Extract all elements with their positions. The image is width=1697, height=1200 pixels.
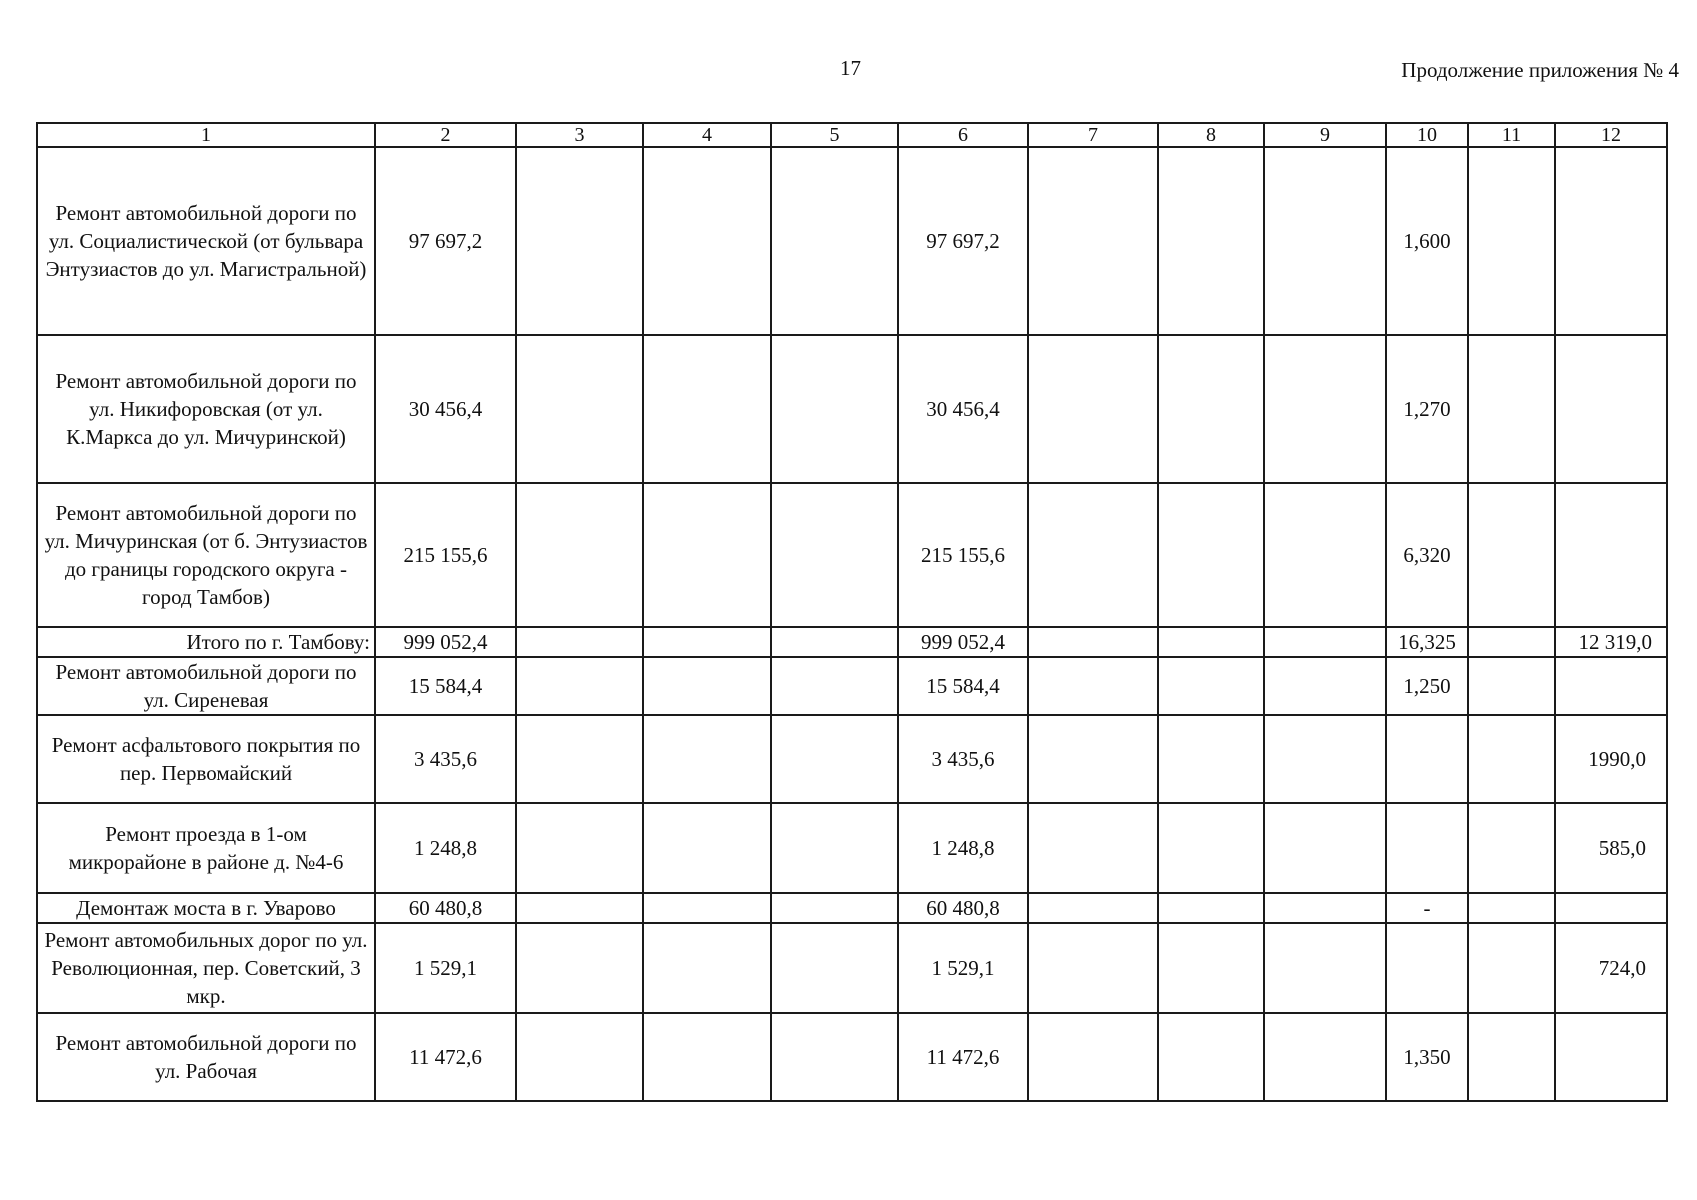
page-caption: Продолжение приложения № 4: [1401, 58, 1679, 82]
col6-cell: 3 435,6: [898, 715, 1028, 803]
col2-cell: 60 480,8: [375, 893, 516, 923]
empty-cell: [1468, 147, 1555, 335]
col6-cell: 1 529,1: [898, 923, 1028, 1013]
empty-cell: [1028, 715, 1158, 803]
road-name-cell: Ремонт проезда в 1-ом микрорайоне в районе д. №4-6: [37, 803, 375, 893]
empty-cell: [1264, 1013, 1386, 1101]
empty-cell: [643, 335, 771, 483]
road-name-cell: Ремонт автомобильной дороги по ул. Никифоровская (от ул. К.Маркса до ул. Мичуринской): [37, 335, 375, 483]
table-row: [37, 803, 1667, 893]
empty-cell: [1158, 715, 1264, 803]
empty-cell: [1158, 657, 1264, 715]
col12-cell: 1990,0: [1555, 715, 1667, 803]
empty-cell: [771, 335, 898, 483]
col10-cell: 16,325: [1386, 627, 1468, 657]
empty-cell: [1028, 483, 1158, 627]
empty-cell: [771, 147, 898, 335]
empty-cell: [643, 483, 771, 627]
empty-cell: [771, 627, 898, 657]
table-row: [37, 923, 1667, 1013]
empty-cell: [1158, 893, 1264, 923]
empty-cell: [1264, 147, 1386, 335]
col2-cell: 1 248,8: [375, 803, 516, 893]
empty-cell: [643, 893, 771, 923]
empty-cell: [1158, 335, 1264, 483]
empty-cell: [1264, 657, 1386, 715]
col12-cell: [1555, 893, 1667, 923]
col12-cell: 12 319,0: [1555, 627, 1667, 657]
empty-cell: [1468, 657, 1555, 715]
empty-cell: [1468, 803, 1555, 893]
empty-cell: [1264, 923, 1386, 1013]
total-label: Итого по г. Тамбову:: [37, 627, 375, 657]
empty-cell: [1468, 483, 1555, 627]
empty-cell: [1028, 627, 1158, 657]
empty-cell: [1468, 1013, 1555, 1101]
col6-cell: 97 697,2: [898, 147, 1028, 335]
empty-cell: [1264, 483, 1386, 627]
empty-cell: [516, 483, 643, 627]
empty-cell: [643, 147, 771, 335]
empty-cell: [1028, 803, 1158, 893]
empty-cell: [771, 715, 898, 803]
col10-cell: 1,350: [1386, 1013, 1468, 1101]
col6-cell: 60 480,8: [898, 893, 1028, 923]
col12-cell: 724,0: [1555, 923, 1667, 1013]
col6-cell: 999 052,4: [898, 627, 1028, 657]
col10-cell: -: [1386, 893, 1468, 923]
empty-cell: [516, 627, 643, 657]
empty-cell: [1028, 335, 1158, 483]
col12-cell: [1555, 483, 1667, 627]
empty-cell: [643, 1013, 771, 1101]
col12-cell: [1555, 1013, 1667, 1101]
empty-cell: [643, 657, 771, 715]
col10-cell: 1,250: [1386, 657, 1468, 715]
empty-cell: [516, 147, 643, 335]
data-table: [36, 122, 1668, 1102]
empty-cell: [516, 803, 643, 893]
empty-cell: [516, 893, 643, 923]
col12-cell: [1555, 657, 1667, 715]
col2-cell: 999 052,4: [375, 627, 516, 657]
empty-cell: [1468, 627, 1555, 657]
empty-cell: [1468, 335, 1555, 483]
empty-cell: [516, 923, 643, 1013]
empty-cell: [1158, 803, 1264, 893]
empty-cell: [516, 715, 643, 803]
table-row: [37, 483, 1667, 627]
column-number: 5: [771, 123, 898, 147]
column-number: 6: [898, 123, 1028, 147]
total-row: [37, 627, 1667, 657]
col10-cell: 6,320: [1386, 483, 1468, 627]
col2-cell: 30 456,4: [375, 335, 516, 483]
empty-cell: [1158, 1013, 1264, 1101]
empty-cell: [516, 335, 643, 483]
table-row: [37, 147, 1667, 335]
table-row: [37, 1013, 1667, 1101]
empty-cell: [771, 657, 898, 715]
empty-cell: [1028, 657, 1158, 715]
col12-cell: [1555, 147, 1667, 335]
empty-cell: [1158, 147, 1264, 335]
road-name-cell: Ремонт автомобильной дороги по ул. Рабочая: [37, 1013, 375, 1101]
empty-cell: [1468, 893, 1555, 923]
col2-cell: 11 472,6: [375, 1013, 516, 1101]
empty-cell: [1264, 803, 1386, 893]
page-number: 17: [840, 56, 861, 80]
table-row: [37, 715, 1667, 803]
col12-cell: [1555, 335, 1667, 483]
empty-cell: [1028, 1013, 1158, 1101]
col10-cell: [1386, 923, 1468, 1013]
empty-cell: [1264, 335, 1386, 483]
column-number-row: [37, 123, 1667, 147]
col6-cell: 11 472,6: [898, 1013, 1028, 1101]
col2-cell: 215 155,6: [375, 483, 516, 627]
empty-cell: [771, 1013, 898, 1101]
col10-cell: [1386, 803, 1468, 893]
empty-cell: [1028, 923, 1158, 1013]
road-name-cell: Ремонт автомобильной дороги по ул. Социалистической (от бульвара Энтузиастов до ул. Магистральной): [37, 147, 375, 335]
empty-cell: [1158, 483, 1264, 627]
col2-cell: 1 529,1: [375, 923, 516, 1013]
empty-cell: [1468, 715, 1555, 803]
empty-cell: [771, 483, 898, 627]
empty-cell: [1264, 715, 1386, 803]
col10-cell: [1386, 715, 1468, 803]
col2-cell: 15 584,4: [375, 657, 516, 715]
col6-cell: 1 248,8: [898, 803, 1028, 893]
table-row: [37, 335, 1667, 483]
empty-cell: [516, 1013, 643, 1101]
col12-cell: 585,0: [1555, 803, 1667, 893]
col6-cell: 15 584,4: [898, 657, 1028, 715]
road-name-cell: Ремонт автомобильной дороги по ул. Мичуринская (от б. Энтузиастов до границы городского округа - город Тамбов): [37, 483, 375, 627]
col10-cell: 1,600: [1386, 147, 1468, 335]
column-number: 1: [37, 123, 375, 147]
column-number: 2: [375, 123, 516, 147]
road-name-cell: Демонтаж моста в г. Уварово: [37, 893, 375, 923]
column-number: 9: [1264, 123, 1386, 147]
column-number: 12: [1555, 123, 1667, 147]
empty-cell: [643, 627, 771, 657]
column-number: 10: [1386, 123, 1468, 147]
empty-cell: [771, 893, 898, 923]
empty-cell: [1158, 923, 1264, 1013]
table-row: [37, 893, 1667, 923]
empty-cell: [643, 715, 771, 803]
column-number: 3: [516, 123, 643, 147]
empty-cell: [1468, 923, 1555, 1013]
col10-cell: 1,270: [1386, 335, 1468, 483]
empty-cell: [1264, 627, 1386, 657]
column-number: 7: [1028, 123, 1158, 147]
col2-cell: 97 697,2: [375, 147, 516, 335]
column-number: 8: [1158, 123, 1264, 147]
road-name-cell: Ремонт автомобильной дороги по ул. Сиреневая: [37, 657, 375, 715]
empty-cell: [643, 923, 771, 1013]
empty-cell: [1158, 627, 1264, 657]
table-row: [37, 657, 1667, 715]
column-number: 11: [1468, 123, 1555, 147]
empty-cell: [1028, 147, 1158, 335]
road-name-cell: Ремонт автомобильных дорог по ул. Революционная, пер. Советский, 3 мкр.: [37, 923, 375, 1013]
road-name-cell: Ремонт асфальтового покрытия по пер. Первомайский: [37, 715, 375, 803]
col6-cell: 30 456,4: [898, 335, 1028, 483]
empty-cell: [771, 803, 898, 893]
col6-cell: 215 155,6: [898, 483, 1028, 627]
col2-cell: 3 435,6: [375, 715, 516, 803]
empty-cell: [1028, 893, 1158, 923]
empty-cell: [643, 803, 771, 893]
column-number: 4: [643, 123, 771, 147]
empty-cell: [516, 657, 643, 715]
empty-cell: [771, 923, 898, 1013]
empty-cell: [1264, 893, 1386, 923]
